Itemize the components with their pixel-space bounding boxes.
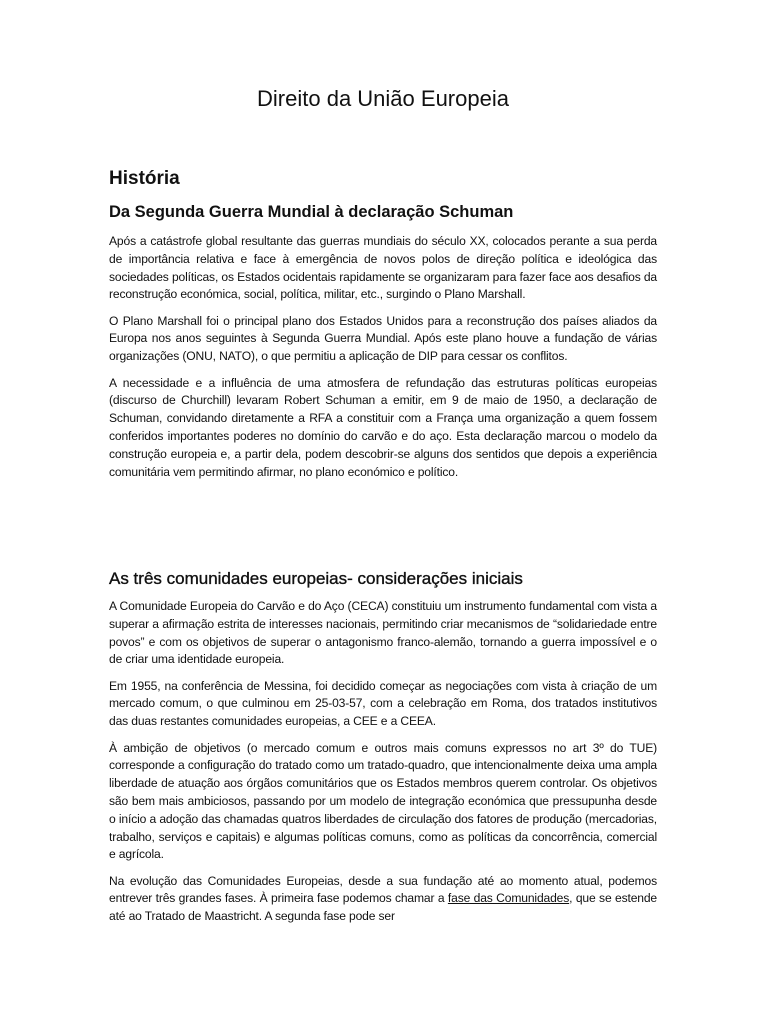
underlined-term: fase das Comunidades bbox=[447, 891, 570, 906]
paragraph: Após a catástrofe global resultante das guerras mundiais do século XX, colocados perante a sua perda de importância relativa e face à emergência de novos polos de direção política e ideológica das sociedades políticas, os Estados ocidentais rapidamente se organizaram para fazer face aos desafios da reconstrução económica, social, política, militar, etc., surgindo o Plano Marshall. bbox=[109, 234, 657, 302]
paragraph: Em 1955, na conferência de Messina, foi decidido começar as negociações com vista à criação de um mercado comum, o que culminou em 25-03-57, com a celebração em Roma, dos tratados institutivos das duas restantes comunidades europeias, a CEE e a CEEA. bbox=[109, 678, 657, 729]
paragraph-text: Na evolução das Comunidades Europeias, desde a sua fundação até ao momento atual, podemos entrever três grandes fases. À primeira fase podemos chamar a bbox=[109, 873, 657, 906]
subsection-heading-comunidades: As três comunidades europeias- considerações iniciais bbox=[109, 569, 523, 588]
paragraph: À ambição de objetivos (o mercado comum e outros mais comuns expressos no art 3º do TUE) corresponde a configuração do tratado como um tratado-quadro, que intencionalmente deixa uma ampla liberdade de atuação aos órgãos comunitários que os Estados membros querem controlar. Os objetivos são bem mais ambiciosos, passando por um modelo de integração económica que pressupunha desde o início a adoção das chamadas quatros liberdades de circulação dos fatores de produção (mercadorias, trabalho, serviços e capitais) e algumas políticas comuns, como as políticas da concorrência, comercial e agrícola. bbox=[109, 740, 657, 862]
paragraph: A Comunidade Europeia do Carvão e do Aço (CECA) constituiu um instrumento fundamental com vista a superar a afirmação estrita de interesses nacionais, permitindo criar mecanismos de “solidariedade entre povos” e com os objetivos de superar o antagonismo franco-alemão, tornando a guerra impossível e o de criar uma identidade europeia. bbox=[109, 599, 657, 667]
paragraph-last bbox=[109, 873, 657, 926]
subsection-1-body bbox=[109, 233, 657, 490]
paragraph-text: , que se estende até ao Tratado de Maastricht. A segunda fase pode ser bbox=[109, 891, 657, 924]
section-heading-historia: História bbox=[109, 168, 180, 189]
document-title: Direito da União Europeia bbox=[257, 86, 509, 111]
subsection-heading-schuman: Da Segunda Guerra Mundial à declaração Schuman bbox=[109, 203, 514, 221]
subsection-2-body bbox=[109, 598, 657, 935]
paragraph: A necessidade e a influência de uma atmosfera de refundação das estruturas políticas europeias (discurso de Churchill) levaram Robert Schuman a emitir, em 9 de maio de 1950, a declaração de Schuman, convidando diretamente a RFA a constituir com a França uma organização a quem fossem conferidos importantes poderes no domínio do carvão e do aço. Esta declaração marcou o modelo da construção europeia e, a partir dela, podem descobrir-se alguns dos sentidos que depois a experiência comunitária vem permitindo afirmar, no plano económico e político. bbox=[109, 375, 657, 479]
paragraph: O Plano Marshall foi o principal plano dos Estados Unidos para a reconstrução dos países aliados da Europa nos anos seguintes à Segunda Guerra Mundial. Após este plano houve a fundação de várias organizações (ONU, NATO), o que permitiu a aplicação de DIP para cessar os conflitos. bbox=[109, 313, 657, 364]
